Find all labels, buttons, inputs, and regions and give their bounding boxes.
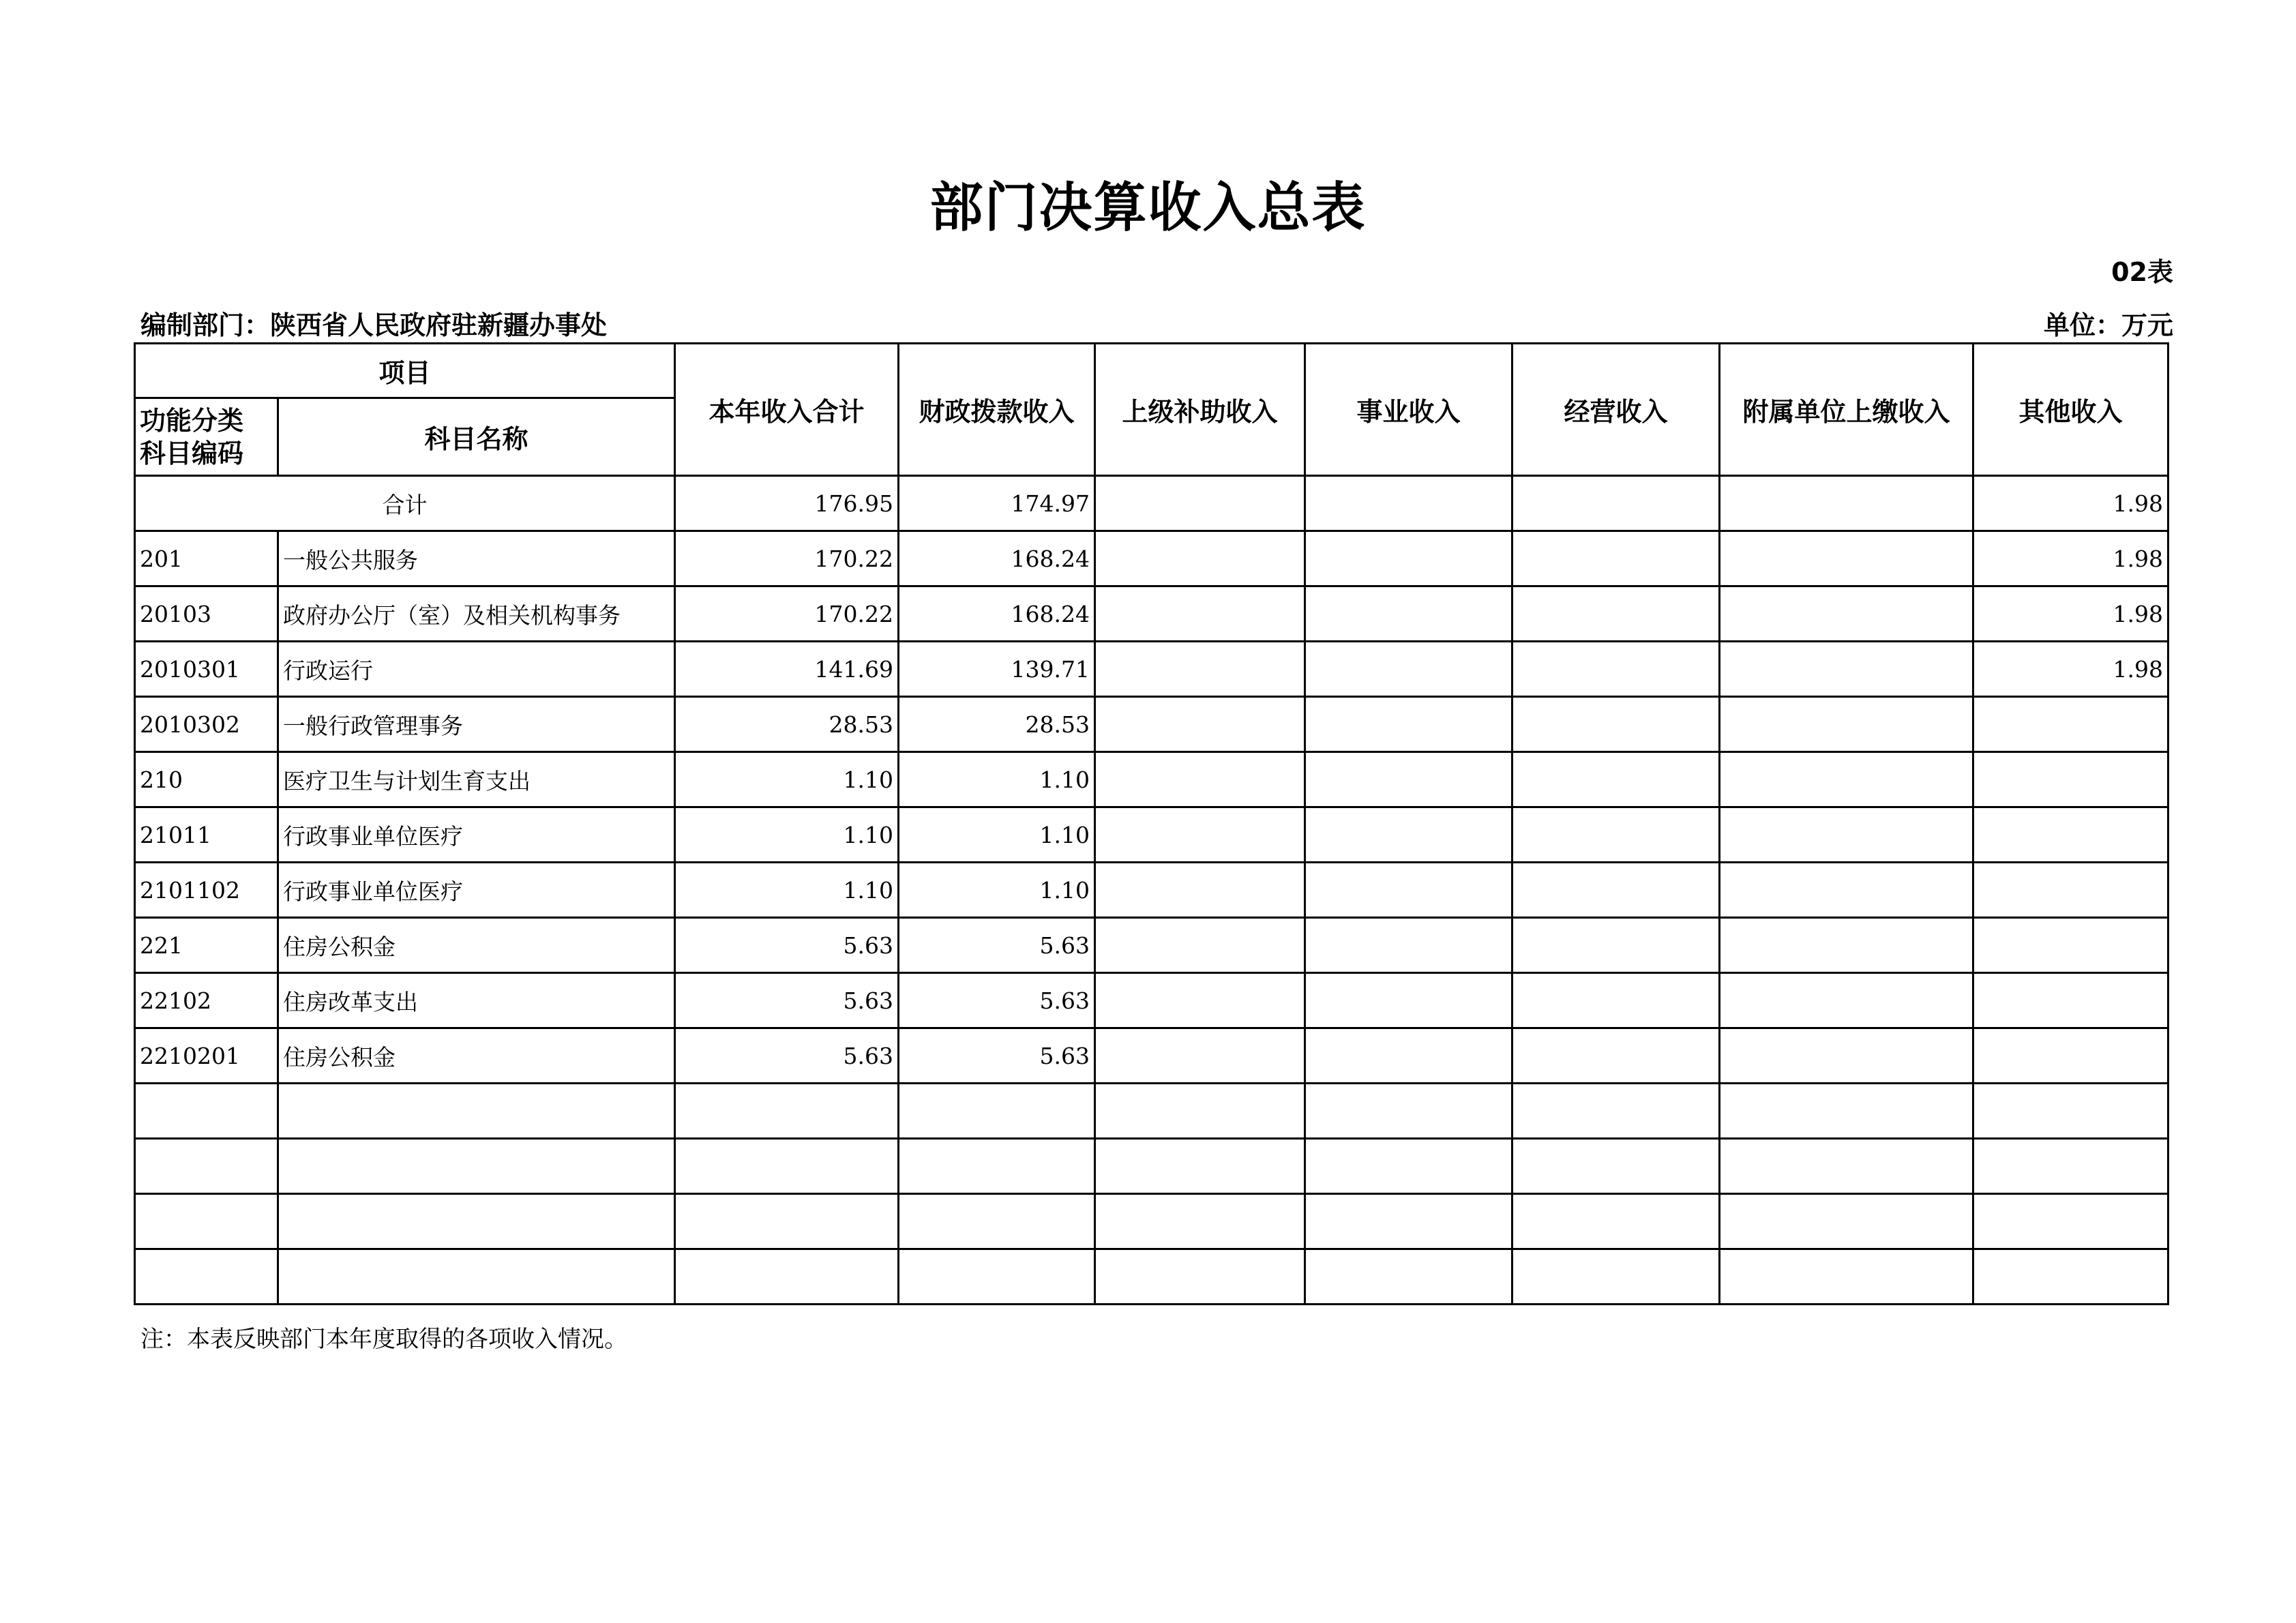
table-row <box>135 752 2168 807</box>
cell-affiliated <box>1720 973 1973 1028</box>
cell-total: 1.10 <box>675 752 899 807</box>
cell-code: 210 <box>135 752 278 807</box>
cell-business <box>1305 973 1512 1028</box>
cell-total <box>675 1194 899 1249</box>
cell-name: 医疗卫生与计划生育支出 <box>278 752 675 807</box>
header-other: 其他收入 <box>1973 344 2168 476</box>
table-row <box>135 973 2168 1028</box>
cell-name <box>278 1084 675 1139</box>
cell-operating <box>1512 1139 1720 1194</box>
table-row <box>135 807 2168 863</box>
cell-fiscal: 139.71 <box>899 642 1095 697</box>
cell-operating <box>1512 697 1720 752</box>
cell-superior <box>1095 918 1305 973</box>
cell-affiliated <box>1720 1194 1973 1249</box>
table-row <box>135 531 2168 586</box>
cell-business <box>1305 531 1512 586</box>
cell-superior <box>1095 531 1305 586</box>
cell-total <box>675 1084 899 1139</box>
table-row <box>135 1028 2168 1084</box>
total-fiscal: 174.97 <box>899 476 1095 531</box>
header-code-line2: 科目编码 <box>140 438 244 468</box>
table-row <box>135 1194 2168 1249</box>
cell-total: 1.10 <box>675 807 899 863</box>
header-business: 事业收入 <box>1305 344 1512 476</box>
cell-code <box>135 1139 278 1194</box>
cell-superior <box>1095 1249 1305 1305</box>
cell-name: 一般公共服务 <box>278 531 675 586</box>
cell-superior <box>1095 642 1305 697</box>
total-superior <box>1095 476 1305 531</box>
cell-code: 2101102 <box>135 863 278 918</box>
cell-affiliated <box>1720 863 1973 918</box>
cell-operating <box>1512 1194 1720 1249</box>
cell-operating <box>1512 586 1720 642</box>
cell-affiliated <box>1720 586 1973 642</box>
cell-fiscal: 168.24 <box>899 531 1095 586</box>
cell-operating <box>1512 531 1720 586</box>
cell-name: 一般行政管理事务 <box>278 697 675 752</box>
cell-total: 5.63 <box>675 918 899 973</box>
cell-fiscal: 5.63 <box>899 1028 1095 1084</box>
cell-affiliated <box>1720 1249 1973 1305</box>
income-summary-table <box>134 342 2169 1305</box>
cell-total: 5.63 <box>675 1028 899 1084</box>
cell-other: 1.98 <box>1973 586 2168 642</box>
cell-superior <box>1095 586 1305 642</box>
header-superior: 上级补助收入 <box>1095 344 1305 476</box>
table-row <box>135 1139 2168 1194</box>
cell-operating <box>1512 1028 1720 1084</box>
cell-business <box>1305 1249 1512 1305</box>
cell-superior <box>1095 697 1305 752</box>
cell-other <box>1973 1028 2168 1084</box>
cell-superior <box>1095 1194 1305 1249</box>
cell-fiscal: 1.10 <box>899 863 1095 918</box>
cell-name: 行政事业单位医疗 <box>278 807 675 863</box>
total-operating <box>1512 476 1720 531</box>
cell-other <box>1973 1194 2168 1249</box>
table-row <box>135 863 2168 918</box>
cell-total: 1.10 <box>675 863 899 918</box>
table-row <box>135 586 2168 642</box>
cell-business <box>1305 642 1512 697</box>
cell-affiliated <box>1720 642 1973 697</box>
cell-name <box>278 1249 675 1305</box>
cell-other <box>1973 1249 2168 1305</box>
cell-name: 住房公积金 <box>278 1028 675 1084</box>
cell-business <box>1305 586 1512 642</box>
total-other: 1.98 <box>1973 476 2168 531</box>
table-row <box>135 918 2168 973</box>
cell-operating <box>1512 973 1720 1028</box>
cell-total <box>675 1249 899 1305</box>
cell-other <box>1973 863 2168 918</box>
table-row <box>135 1249 2168 1305</box>
cell-operating <box>1512 752 1720 807</box>
header-name: 科目名称 <box>278 398 675 476</box>
cell-name: 住房公积金 <box>278 918 675 973</box>
department-label: 编制部门：陕西省人民政府驻新疆办事处 <box>140 310 608 340</box>
cell-operating <box>1512 807 1720 863</box>
cell-fiscal: 28.53 <box>899 697 1095 752</box>
cell-code: 20103 <box>135 586 278 642</box>
cell-affiliated <box>1720 918 1973 973</box>
cell-operating <box>1512 1249 1720 1305</box>
cell-business <box>1305 918 1512 973</box>
total-label: 合计 <box>135 476 675 531</box>
cell-business <box>1305 807 1512 863</box>
unit-label: 单位：万元 <box>2043 310 2173 340</box>
header-total: 本年收入合计 <box>675 344 899 476</box>
header-fiscal: 财政拨款收入 <box>899 344 1095 476</box>
header-item: 项目 <box>135 344 675 398</box>
cell-other: 1.98 <box>1973 531 2168 586</box>
cell-name: 行政运行 <box>278 642 675 697</box>
cell-superior <box>1095 1139 1305 1194</box>
cell-other <box>1973 973 2168 1028</box>
cell-total: 170.22 <box>675 586 899 642</box>
cell-code: 2010302 <box>135 697 278 752</box>
cell-fiscal: 1.10 <box>899 807 1095 863</box>
cell-affiliated <box>1720 1028 1973 1084</box>
cell-superior <box>1095 1028 1305 1084</box>
cell-total: 141.69 <box>675 642 899 697</box>
cell-operating <box>1512 642 1720 697</box>
cell-name: 行政事业单位医疗 <box>278 863 675 918</box>
cell-name <box>278 1139 675 1194</box>
cell-other <box>1973 1139 2168 1194</box>
cell-superior <box>1095 973 1305 1028</box>
total-total: 176.95 <box>675 476 899 531</box>
cell-code: 2010301 <box>135 642 278 697</box>
cell-other <box>1973 807 2168 863</box>
cell-name: 政府办公厅（室）及相关机构事务 <box>278 586 675 642</box>
cell-superior <box>1095 807 1305 863</box>
cell-code: 21011 <box>135 807 278 863</box>
cell-other <box>1973 752 2168 807</box>
header-operating: 经营收入 <box>1512 344 1720 476</box>
cell-operating <box>1512 1084 1720 1139</box>
cell-fiscal: 5.63 <box>899 973 1095 1028</box>
cell-total: 170.22 <box>675 531 899 586</box>
cell-business <box>1305 697 1512 752</box>
page-title: 部门决算收入总表 <box>929 177 1367 239</box>
table-row <box>135 697 2168 752</box>
cell-total <box>675 1139 899 1194</box>
footnote: 注：本表反映部门本年度取得的各项收入情况。 <box>140 1326 627 1353</box>
cell-code: 22102 <box>135 973 278 1028</box>
header-code-line1: 功能分类 <box>140 405 244 436</box>
cell-affiliated <box>1720 1139 1973 1194</box>
cell-other: 1.98 <box>1973 642 2168 697</box>
cell-business <box>1305 863 1512 918</box>
cell-code <box>135 1194 278 1249</box>
cell-other <box>1973 918 2168 973</box>
total-business <box>1305 476 1512 531</box>
cell-superior <box>1095 752 1305 807</box>
cell-fiscal <box>899 1139 1095 1194</box>
cell-code: 201 <box>135 531 278 586</box>
cell-business <box>1305 752 1512 807</box>
cell-business <box>1305 1028 1512 1084</box>
total-row <box>135 476 2168 531</box>
cell-operating <box>1512 863 1720 918</box>
cell-code: 2210201 <box>135 1028 278 1084</box>
cell-business <box>1305 1139 1512 1194</box>
cell-affiliated <box>1720 752 1973 807</box>
cell-affiliated <box>1720 531 1973 586</box>
cell-total: 28.53 <box>675 697 899 752</box>
cell-code: 221 <box>135 918 278 973</box>
table-row <box>135 1084 2168 1139</box>
cell-superior <box>1095 1084 1305 1139</box>
cell-fiscal: 168.24 <box>899 586 1095 642</box>
cell-business <box>1305 1084 1512 1139</box>
cell-fiscal <box>899 1194 1095 1249</box>
cell-fiscal <box>899 1084 1095 1139</box>
cell-fiscal: 5.63 <box>899 918 1095 973</box>
data-rows <box>135 531 2168 1305</box>
table-number: 02表 <box>2111 257 2173 287</box>
cell-fiscal: 1.10 <box>899 752 1095 807</box>
cell-superior <box>1095 863 1305 918</box>
cell-total: 5.63 <box>675 973 899 1028</box>
total-affiliated <box>1720 476 1973 531</box>
cell-other <box>1973 1084 2168 1139</box>
cell-affiliated <box>1720 807 1973 863</box>
cell-name: 住房改革支出 <box>278 973 675 1028</box>
cell-code <box>135 1249 278 1305</box>
cell-fiscal <box>899 1249 1095 1305</box>
cell-affiliated <box>1720 697 1973 752</box>
cell-affiliated <box>1720 1084 1973 1139</box>
header-affiliated: 附属单位上缴收入 <box>1720 344 1973 476</box>
header-code <box>135 398 278 476</box>
table-row <box>135 642 2168 697</box>
cell-code <box>135 1084 278 1139</box>
cell-other <box>1973 697 2168 752</box>
cell-name <box>278 1194 675 1249</box>
cell-business <box>1305 1194 1512 1249</box>
cell-operating <box>1512 918 1720 973</box>
